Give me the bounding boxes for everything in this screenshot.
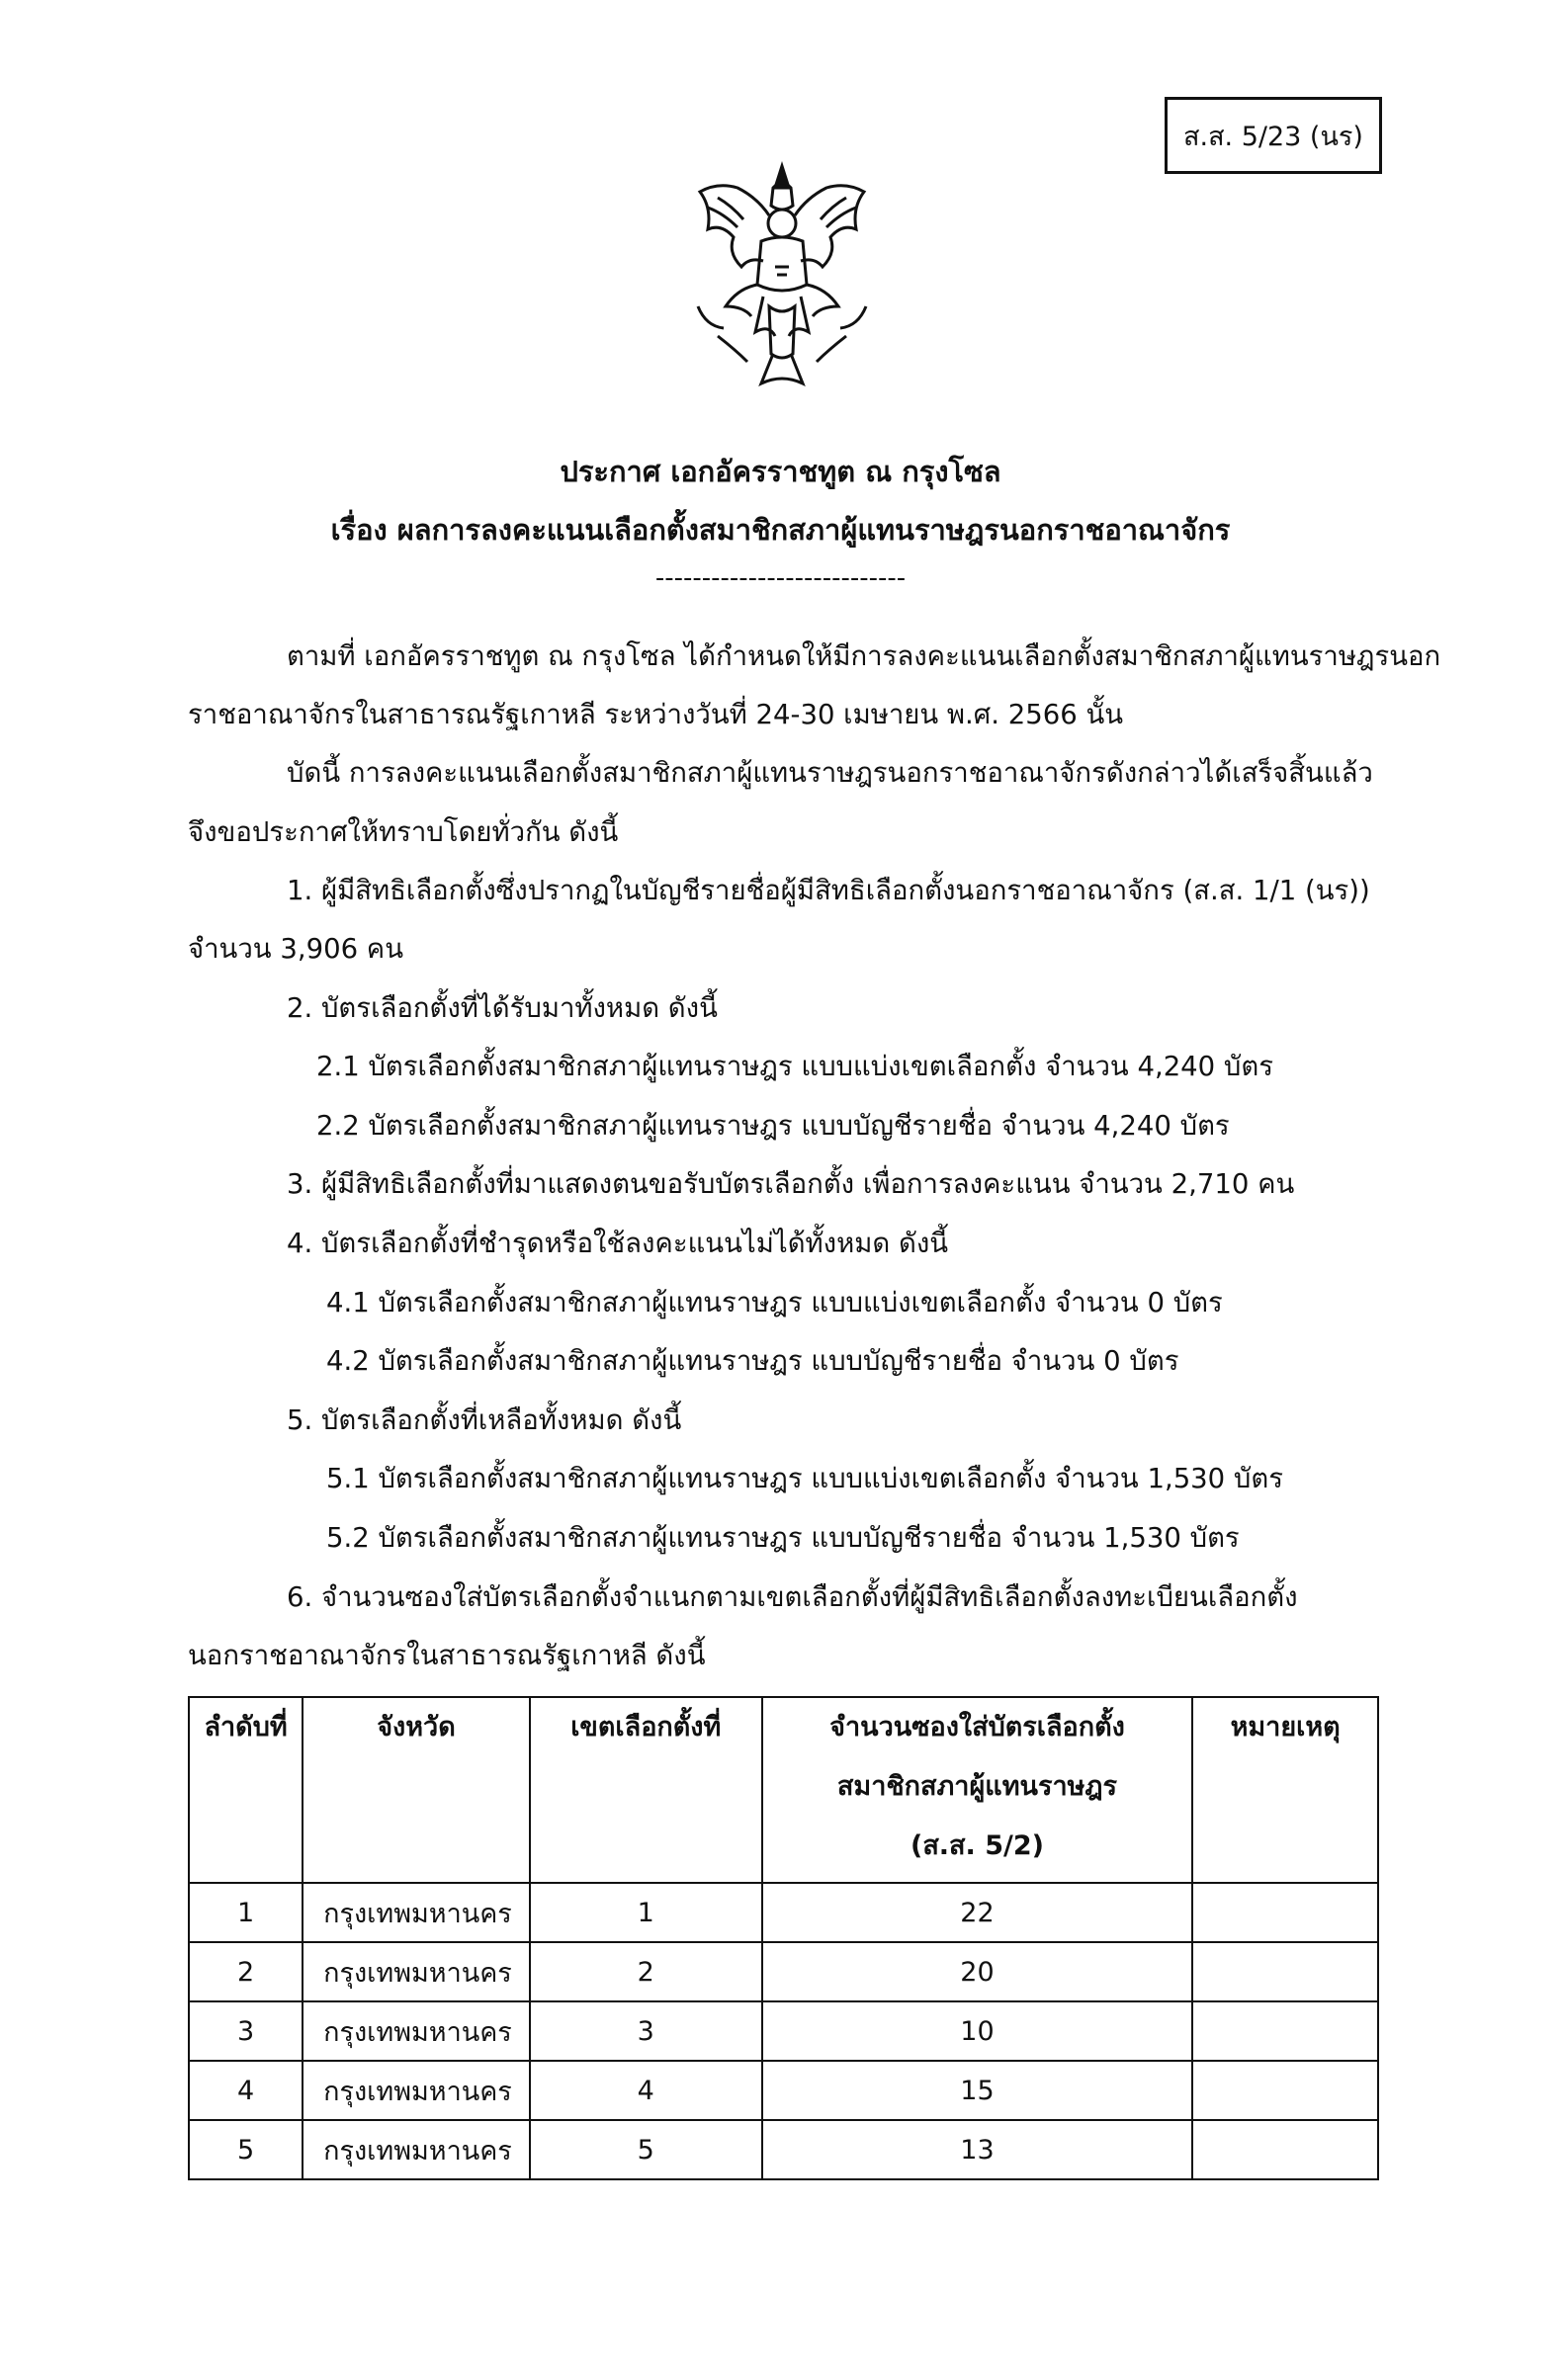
cell-no: 5 [189, 2120, 303, 2179]
cell-remark [1192, 2001, 1378, 2061]
completion-line-2: จึงขอประกาศให้ทราบโดยทั่วกัน ดังนี้ [188, 816, 619, 848]
item-2: 2. บัตรเลือกตั้งที่ได้รับมาทั้งหมด ดังนี้ [287, 992, 718, 1024]
announcement-subject: เรื่อง ผลการลงคะแนนเลือกตั้งสมาชิกสภาผู้แทนราษฎรนอกราชอาณาจักร [330, 513, 1231, 547]
cell-remark [1192, 2061, 1378, 2120]
header-envelopes-line-3: (ส.ส. 5/2) [910, 1830, 1044, 1861]
envelope-count-table [188, 1696, 1379, 2180]
cell-province: กรุงเทพมหานคร [303, 2001, 530, 2061]
header-province: จังหวัด [303, 1697, 530, 1883]
item-2-2: 2.2 บัตรเลือกตั้งสมาชิกสภาผู้แทนราษฎร แบบบัญชีรายชื่อ จำนวน 4,240 บัตร [316, 1110, 1230, 1142]
cell-remark [1192, 2120, 1378, 2179]
table-row [189, 2001, 1378, 2061]
item-6-line-2: นอกราชอาณาจักรในสาธารณรัฐเกาหลี ดังนี้ [188, 1640, 706, 1671]
cell-no: 4 [189, 2061, 303, 2120]
item-6-line-1: 6. จำนวนซองใส่บัตรเลือกตั้งจำแนกตามเขตเลือกตั้งที่ผู้มีสิทธิเลือกตั้งลงทะเบียนเลือกตั้ง [287, 1581, 1298, 1613]
header-no: ลำดับที่ [189, 1697, 303, 1883]
item-2-1: 2.1 บัตรเลือกตั้งสมาชิกสภาผู้แทนราษฎร แบบแบ่งเขตเลือกตั้ง จำนวน 4,240 บัตร [316, 1051, 1274, 1082]
cell-no: 3 [189, 2001, 303, 2061]
item-4: 4. บัตรเลือกตั้งที่ชำรุดหรือใช้ลงคะแนนไม่ได้ทั้งหมด ดังนี้ [287, 1228, 949, 1259]
cell-district: 4 [530, 2061, 762, 2120]
cell-district: 1 [530, 1883, 762, 1942]
item-4-2: 4.2 บัตรเลือกตั้งสมาชิกสภาผู้แทนราษฎร แบบบัญชีรายชื่อ จำนวน 0 บัตร [326, 1345, 1179, 1377]
intro-line-2: ราชอาณาจักรในสาธารณรัฐเกาหลี ระหว่างวันที่ 24-30 เมษายน พ.ศ. 2566 นั้น [188, 699, 1124, 730]
header-envelopes [762, 1697, 1193, 1883]
item-5-1: 5.1 บัตรเลือกตั้งสมาชิกสภาผู้แทนราษฎร แบบแบ่งเขตเลือกตั้ง จำนวน 1,530 บัตร [326, 1463, 1284, 1494]
garuda-emblem-icon [678, 158, 886, 395]
table-row [189, 2061, 1378, 2120]
table-row [189, 2120, 1378, 2179]
cell-envelopes: 20 [762, 1942, 1193, 2001]
header-remark: หมายเหตุ [1192, 1697, 1378, 1883]
table-row [189, 1883, 1378, 1942]
cell-province: กรุงเทพมหานคร [303, 2120, 530, 2179]
item-5: 5. บัตรเลือกตั้งที่เหลือทั้งหมด ดังนี้ [287, 1404, 682, 1436]
announcement-title: ประกาศ เอกอัครราชทูต ณ กรุงโซล [560, 455, 1001, 488]
intro-line-1: ตามที่ เอกอัครราชทูต ณ กรุงโซล ได้กำหนดให้มีการลงคะแนนเลือกตั้งสมาชิกสภาผู้แทนราษฎรนอก [287, 640, 1441, 672]
title-divider: --------------------------- [654, 563, 907, 593]
completion-line-1: บัดนี้ การลงคะแนนเลือกตั้งสมาชิกสภาผู้แทนราษฎรนอกราชอาณาจักรดังกล่าวได้เสร็จสิ้นแล้ว [287, 757, 1373, 789]
header-envelopes-line-2: สมาชิกสภาผู้แทนราษฎร [836, 1771, 1118, 1802]
header-envelopes-line-1: จำนวนซองใส่บัตรเลือกตั้ง [829, 1712, 1125, 1742]
item-5-2: 5.2 บัตรเลือกตั้งสมาชิกสภาผู้แทนราษฎร แบบบัญชีรายชื่อ จำนวน 1,530 บัตร [326, 1522, 1240, 1554]
cell-district: 5 [530, 2120, 762, 2179]
cell-province: กรุงเทพมหานคร [303, 1883, 530, 1942]
cell-district: 3 [530, 2001, 762, 2061]
cell-envelopes: 22 [762, 1883, 1193, 1942]
cell-envelopes: 13 [762, 2120, 1193, 2179]
table-header-row [189, 1697, 1378, 1883]
item-1-line-2: จำนวน 3,906 คน [188, 933, 403, 965]
cell-no: 1 [189, 1883, 303, 1942]
cell-province: กรุงเทพมหานคร [303, 2061, 530, 2120]
cell-remark [1192, 1883, 1378, 1942]
cell-remark [1192, 1942, 1378, 2001]
header-district: เขตเลือกตั้งที่ [530, 1697, 762, 1883]
cell-envelopes: 10 [762, 2001, 1193, 2061]
cell-no: 2 [189, 1942, 303, 2001]
item-1-line-1: 1. ผู้มีสิทธิเลือกตั้งซึ่งปรากฏในบัญชีรายชื่อผู้มีสิทธิเลือกตั้งนอกราชอาณาจักร (ส.ส. 1/1 (นร)) [287, 875, 1370, 906]
cell-province: กรุงเทพมหานคร [303, 1942, 530, 2001]
form-code-box [1165, 97, 1382, 174]
form-code: ส.ส. 5/23 (นร) [1183, 121, 1363, 152]
cell-envelopes: 15 [762, 2061, 1193, 2120]
table-row [189, 1942, 1378, 2001]
cell-district: 2 [530, 1942, 762, 2001]
item-3: 3. ผู้มีสิทธิเลือกตั้งที่มาแสดงตนขอรับบัตรเลือกตั้ง เพื่อการลงคะแนน จำนวน 2,710 คน [287, 1168, 1295, 1200]
item-4-1: 4.1 บัตรเลือกตั้งสมาชิกสภาผู้แทนราษฎร แบบแบ่งเขตเลือกตั้ง จำนวน 0 บัตร [326, 1287, 1223, 1318]
